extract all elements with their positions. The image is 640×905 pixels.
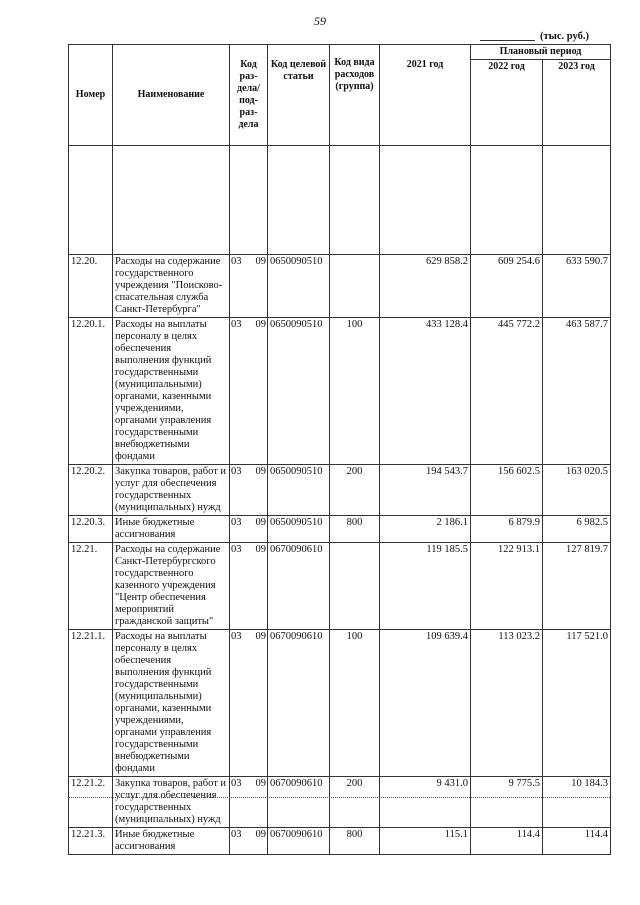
row-name: Расходы на содержание Санкт-Петербургского государственного казенного учреждения "Центр обеспечения мероприятий гражданской защиты" [113, 543, 230, 630]
table-row [69, 516, 611, 543]
table-row [69, 828, 611, 855]
table-row [69, 630, 611, 777]
row-amount-2022: 113 023.2 [471, 630, 543, 777]
row-name: Расходы на выплаты персоналу в целях обеспечения выполнения функций государственными (муниципальными) органами, казенными учреждениями, органами управления государственными внебюджетными фондами [113, 630, 230, 777]
budget-table [68, 44, 611, 855]
row-amount-2023: 6 982.5 [543, 516, 611, 543]
row-number: 12.20. [69, 255, 113, 318]
row-section [230, 543, 268, 630]
row-expense-type: 800 [330, 516, 380, 543]
subsection-code: 09 [255, 778, 266, 789]
section-code: 03 [231, 544, 242, 555]
row-amount-2022: 609 254.6 [471, 255, 543, 318]
units-rule [480, 40, 535, 41]
row-name: Расходы на содержание государственного учреждения "Поисково-спасательная служба Санкт-Петербурга" [113, 255, 230, 318]
row-section [230, 630, 268, 777]
row-target-code: 0650090510 [268, 465, 330, 516]
header-2022: 2022 год [471, 60, 543, 146]
table-row [69, 777, 611, 828]
row-target-code: 0650090510 [268, 255, 330, 318]
row-target-code: 0670090610 [268, 543, 330, 630]
row-amount-2021: 115.1 [380, 828, 471, 855]
row-amount-2021: 9 431.0 [380, 777, 471, 828]
row-section [230, 465, 268, 516]
row-section [230, 828, 268, 855]
header-name: Наименование [113, 45, 230, 146]
row-amount-2023: 163 020.5 [543, 465, 611, 516]
row-expense-type [330, 255, 380, 318]
row-target-code: 0670090610 [268, 777, 330, 828]
row-amount-2021: 194 543.7 [380, 465, 471, 516]
spacer-row [69, 146, 611, 255]
row-amount-2021: 119 185.5 [380, 543, 471, 630]
page-number: 59 [314, 14, 326, 28]
row-amount-2022: 445 772.2 [471, 318, 543, 465]
row-amount-2021: 629 858.2 [380, 255, 471, 318]
row-number: 12.20.3. [69, 516, 113, 543]
row-section [230, 318, 268, 465]
subsection-code: 09 [255, 544, 266, 555]
row-name: Иные бюджетные ассигнования [113, 516, 230, 543]
units-label: (тыс. руб.) [540, 31, 589, 42]
table-row [69, 255, 611, 318]
header-target: Код целевой статьи [268, 45, 330, 146]
row-section [230, 516, 268, 543]
header-section: Код раз-дела/ под-раз-дела [230, 45, 268, 146]
row-name: Расходы на выплаты персоналу в целях обеспечения выполнения функций государственными (муниципальными) органами, казенными учреждениями, органами управления государственными внебюджетными фондами [113, 318, 230, 465]
row-amount-2021: 109 639.4 [380, 630, 471, 777]
header-2023: 2023 год [543, 60, 611, 146]
row-expense-type: 100 [330, 630, 380, 777]
row-name: Иные бюджетные ассигнования [113, 828, 230, 855]
row-amount-2022: 156 602.5 [471, 465, 543, 516]
row-amount-2022: 6 879.9 [471, 516, 543, 543]
header-2021: 2021 год [380, 45, 471, 146]
section-code: 03 [231, 778, 242, 789]
subsection-code: 09 [255, 466, 266, 477]
row-expense-type: 100 [330, 318, 380, 465]
row-amount-2023: 463 587.7 [543, 318, 611, 465]
row-target-code: 0670090610 [268, 630, 330, 777]
row-expense-type: 200 [330, 777, 380, 828]
row-number: 12.21.1. [69, 630, 113, 777]
subsection-code: 09 [255, 256, 266, 267]
row-name: Закупка товаров, работ и услуг для обеспечения государственных (муниципальных) нужд [113, 777, 230, 828]
header-planning-period: Плановый период [471, 45, 611, 60]
section-code: 03 [231, 466, 242, 477]
row-number: 12.21.3. [69, 828, 113, 855]
header-number: Номер [69, 45, 113, 146]
row-amount-2023: 127 819.7 [543, 543, 611, 630]
section-code: 03 [231, 517, 242, 528]
row-amount-2023: 117 521.0 [543, 630, 611, 777]
row-number: 12.21. [69, 543, 113, 630]
page-bottom-rule [68, 797, 610, 798]
row-target-code: 0670090610 [268, 828, 330, 855]
section-code: 03 [231, 256, 242, 267]
row-expense-type: 200 [330, 465, 380, 516]
section-code: 03 [231, 631, 242, 642]
table-row [69, 465, 611, 516]
row-expense-type [330, 543, 380, 630]
row-amount-2023: 114.4 [543, 828, 611, 855]
row-target-code: 0650090510 [268, 516, 330, 543]
subsection-code: 09 [255, 319, 266, 330]
subsection-code: 09 [255, 631, 266, 642]
row-amount-2021: 433 128.4 [380, 318, 471, 465]
row-amount-2023: 10 184.3 [543, 777, 611, 828]
section-code: 03 [231, 829, 242, 840]
subsection-code: 09 [255, 517, 266, 528]
row-number: 12.21.2. [69, 777, 113, 828]
row-amount-2022: 122 913.1 [471, 543, 543, 630]
row-amount-2023: 633 590.7 [543, 255, 611, 318]
table-row [69, 543, 611, 630]
row-number: 12.20.1. [69, 318, 113, 465]
row-target-code: 0650090510 [268, 318, 330, 465]
row-section [230, 777, 268, 828]
row-number: 12.20.2. [69, 465, 113, 516]
row-amount-2021: 2 186.1 [380, 516, 471, 543]
row-name: Закупка товаров, работ и услуг для обеспечения государственных (муниципальных) нужд [113, 465, 230, 516]
header-expense-type: Код вида расходов (группа) [330, 45, 380, 146]
section-code: 03 [231, 319, 242, 330]
row-section [230, 255, 268, 318]
table-row [69, 318, 611, 465]
row-expense-type: 800 [330, 828, 380, 855]
row-amount-2022: 9 775.5 [471, 777, 543, 828]
row-amount-2022: 114.4 [471, 828, 543, 855]
subsection-code: 09 [255, 829, 266, 840]
